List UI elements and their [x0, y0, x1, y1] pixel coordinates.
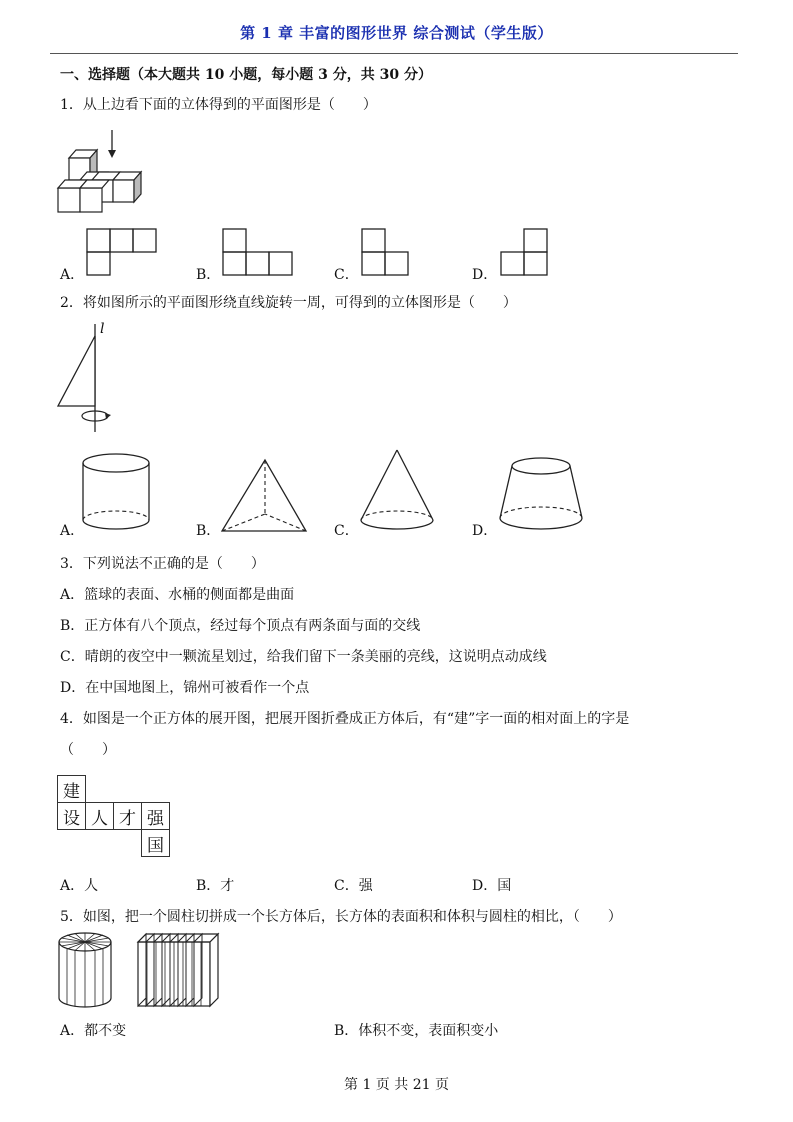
- q3-option-b[interactable]: B．正方体有八个顶点，经过每个顶点有两条面与面的交线: [60, 618, 421, 634]
- q3-option-c[interactable]: C．晴朗的夜空中一颗流星划过，给我们留下一条美丽的亮线，这说明点动成线: [60, 649, 547, 665]
- net-cell: 人: [86, 803, 114, 830]
- q2-option-c-cone: [358, 448, 436, 534]
- header-rule: [50, 53, 738, 54]
- net-cell: 设: [58, 803, 86, 830]
- q1-solid-figure: [55, 128, 155, 220]
- q2-option-b[interactable]: B．: [196, 523, 221, 539]
- net-cell: 建: [58, 776, 86, 803]
- net-cell: 强: [142, 803, 170, 830]
- q2-option-d-frustum: [497, 454, 585, 534]
- q1-option-d[interactable]: D．: [472, 267, 498, 283]
- question-4-stem-continued: （ ）: [60, 742, 116, 758]
- q1-option-a[interactable]: A．: [60, 267, 85, 283]
- question-1-stem: 1．从上边看下面的立体得到的平面图形是（ ）: [60, 97, 377, 113]
- q5-option-b[interactable]: B．体积不变，表面积变小: [334, 1023, 499, 1039]
- q5-sliced-cylinder: [55, 930, 115, 1010]
- q4-option-b[interactable]: B．才: [196, 878, 235, 894]
- q2-axis-label: l: [100, 321, 105, 337]
- q1-option-c[interactable]: C．: [334, 267, 359, 283]
- q1-option-b[interactable]: B．: [196, 267, 221, 283]
- net-cell: 才: [114, 803, 142, 830]
- section-title: 一、选择题（本大题共 10 小题，每小题 3 分，共 30 分）: [60, 67, 432, 83]
- q1-option-d-figure: [500, 228, 550, 276]
- page-header-title: 第 1 章 丰富的图形世界 综合测试（学生版）: [240, 24, 553, 42]
- q1-option-c-figure: [361, 228, 411, 276]
- q1-option-b-figure: [222, 228, 296, 276]
- question-2-stem: 2．将如图所示的平面图形绕直线旋转一周，可得到的立体图形是（ ）: [60, 295, 517, 311]
- q5-option-a[interactable]: A．都不变: [60, 1023, 127, 1039]
- q4-option-c[interactable]: C．强: [334, 878, 373, 894]
- q4-option-d[interactable]: D．国: [472, 878, 512, 894]
- q5-cuboid-slices: [135, 930, 235, 1010]
- q2-option-a-cylinder: [80, 452, 152, 534]
- cube-net: [57, 775, 170, 857]
- q2-option-a[interactable]: A．: [60, 523, 85, 539]
- q3-option-d[interactable]: D．在中国地图上，锦州可被看作一个点: [60, 680, 310, 696]
- net-cell: 国: [142, 830, 170, 857]
- q3-option-a[interactable]: A．篮球的表面、水桶的侧面都是曲面: [60, 587, 295, 603]
- q2-rotation-figure: [55, 322, 125, 437]
- q2-option-d[interactable]: D．: [472, 523, 498, 539]
- question-4-stem: 4．如图是一个正方体的展开图，把展开图折叠成正方体后，有“建”字一面的相对面上的字是: [60, 711, 630, 727]
- q4-option-a[interactable]: A．人: [60, 878, 99, 894]
- q1-option-a-figure: [86, 228, 160, 276]
- question-3-stem: 3．下列说法不正确的是（ ）: [60, 556, 265, 572]
- page-footer: 第 1 页 共 21 页: [344, 1077, 449, 1093]
- q2-option-c[interactable]: C．: [334, 523, 359, 539]
- q2-option-b-pyramid: [218, 458, 312, 534]
- question-5-stem: 5．如图，把一个圆柱切拼成一个长方体后，长方体的表面积和体积与圆柱的相比，（ ）: [60, 909, 622, 925]
